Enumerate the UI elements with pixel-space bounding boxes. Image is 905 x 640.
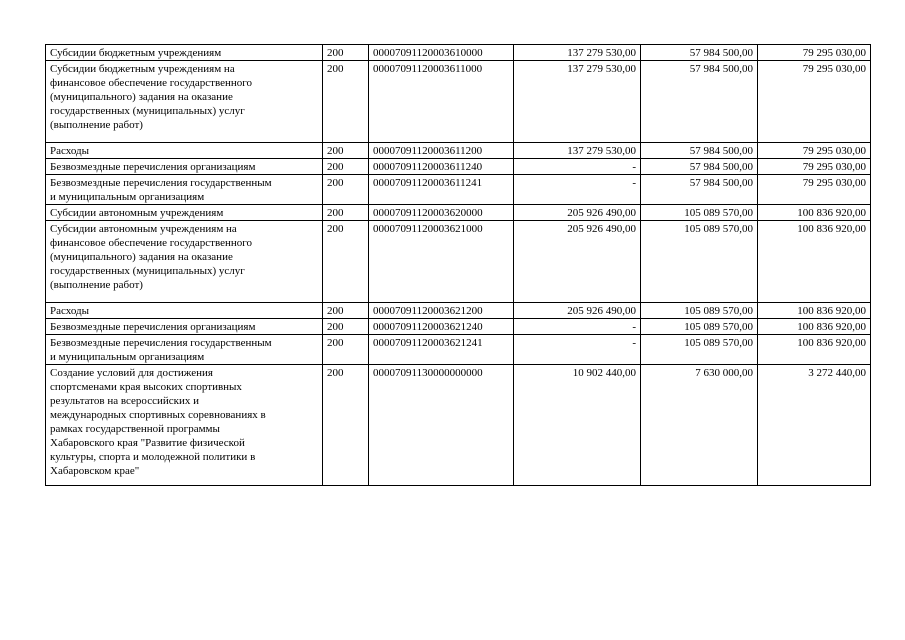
row-value-3: 100 836 920,00 <box>758 319 871 335</box>
table-row <box>46 143 871 159</box>
row-code: 200 <box>323 61 369 143</box>
row-name: Субсидии автономным учреждениям на финансовое обеспечение государственного (муниципального) задания на оказание государственных (муниципальных) услуг (выполнение работ) <box>46 221 323 303</box>
row-code: 200 <box>323 303 369 319</box>
table-row <box>46 303 871 319</box>
row-value-2: 57 984 500,00 <box>641 159 758 175</box>
row-value-2: 57 984 500,00 <box>641 175 758 205</box>
row-value-1: - <box>514 159 641 175</box>
row-csr: 00007091120003611240 <box>369 159 514 175</box>
row-name: Безвозмездные перечисления организациям <box>46 319 323 335</box>
row-name: Расходы <box>46 303 323 319</box>
table-row <box>46 159 871 175</box>
row-csr: 00007091120003611200 <box>369 143 514 159</box>
row-value-3: 79 295 030,00 <box>758 159 871 175</box>
row-value-3: 79 295 030,00 <box>758 61 871 143</box>
row-value-2: 57 984 500,00 <box>641 45 758 61</box>
row-value-3: 79 295 030,00 <box>758 143 871 159</box>
table-row <box>46 319 871 335</box>
table-row <box>46 175 871 205</box>
table-row <box>46 221 871 303</box>
row-value-2: 57 984 500,00 <box>641 61 758 143</box>
table-row <box>46 45 871 61</box>
row-value-2: 105 089 570,00 <box>641 221 758 303</box>
row-csr: 00007091130000000000 <box>369 365 514 486</box>
budget-table <box>45 44 871 486</box>
row-csr: 00007091120003611241 <box>369 175 514 205</box>
row-value-2: 7 630 000,00 <box>641 365 758 486</box>
row-value-1: - <box>514 319 641 335</box>
row-csr: 00007091120003621241 <box>369 335 514 365</box>
row-code: 200 <box>323 143 369 159</box>
row-code: 200 <box>323 205 369 221</box>
row-csr: 00007091120003621240 <box>369 319 514 335</box>
row-name: Расходы <box>46 143 323 159</box>
row-value-3: 79 295 030,00 <box>758 175 871 205</box>
budget-table-body <box>46 45 871 486</box>
row-name: Безвозмездные перечисления организациям <box>46 159 323 175</box>
row-value-1: 205 926 490,00 <box>514 221 641 303</box>
row-name: Субсидии бюджетным учреждениям <box>46 45 323 61</box>
row-name: Субсидии бюджетным учреждениям на финансовое обеспечение государственного (муниципального) задания на оказание государственных (муниципальных) услуг (выполнение работ) <box>46 61 323 143</box>
row-value-1: 137 279 530,00 <box>514 143 641 159</box>
table-row <box>46 61 871 143</box>
row-code: 200 <box>323 45 369 61</box>
row-csr: 00007091120003621200 <box>369 303 514 319</box>
row-value-2: 105 089 570,00 <box>641 319 758 335</box>
row-code: 200 <box>323 319 369 335</box>
row-name: Безвозмездные перечисления государственным и муниципальным организациям <box>46 335 323 365</box>
table-row <box>46 365 871 486</box>
table-row <box>46 335 871 365</box>
row-code: 200 <box>323 175 369 205</box>
row-value-1: 137 279 530,00 <box>514 45 641 61</box>
row-csr: 00007091120003621000 <box>369 221 514 303</box>
row-name: Создание условий для достижения спортсменами края высоких спортивных результатов на всероссийских и международных спортивных соревнованиях в рамках государственной программы Хабаровского края "Развитие физической культуры, спорта и молодежной политики в Хабаровском крае" <box>46 365 323 486</box>
row-code: 200 <box>323 221 369 303</box>
row-code: 200 <box>323 335 369 365</box>
row-value-3: 100 836 920,00 <box>758 205 871 221</box>
table-row <box>46 205 871 221</box>
row-value-1: 10 902 440,00 <box>514 365 641 486</box>
row-value-1: - <box>514 175 641 205</box>
row-value-1: 205 926 490,00 <box>514 205 641 221</box>
row-code: 200 <box>323 365 369 486</box>
row-name: Безвозмездные перечисления государственным и муниципальным организациям <box>46 175 323 205</box>
row-code: 200 <box>323 159 369 175</box>
row-value-1: 205 926 490,00 <box>514 303 641 319</box>
row-csr: 00007091120003611000 <box>369 61 514 143</box>
row-csr: 00007091120003610000 <box>369 45 514 61</box>
row-value-2: 105 089 570,00 <box>641 205 758 221</box>
row-csr: 00007091120003620000 <box>369 205 514 221</box>
row-value-2: 105 089 570,00 <box>641 303 758 319</box>
row-value-1: 137 279 530,00 <box>514 61 641 143</box>
row-value-3: 100 836 920,00 <box>758 221 871 303</box>
row-value-3: 100 836 920,00 <box>758 335 871 365</box>
row-value-3: 100 836 920,00 <box>758 303 871 319</box>
row-value-3: 3 272 440,00 <box>758 365 871 486</box>
row-value-3: 79 295 030,00 <box>758 45 871 61</box>
row-value-1: - <box>514 335 641 365</box>
row-value-2: 57 984 500,00 <box>641 143 758 159</box>
row-name: Субсидии автономным учреждениям <box>46 205 323 221</box>
row-value-2: 105 089 570,00 <box>641 335 758 365</box>
